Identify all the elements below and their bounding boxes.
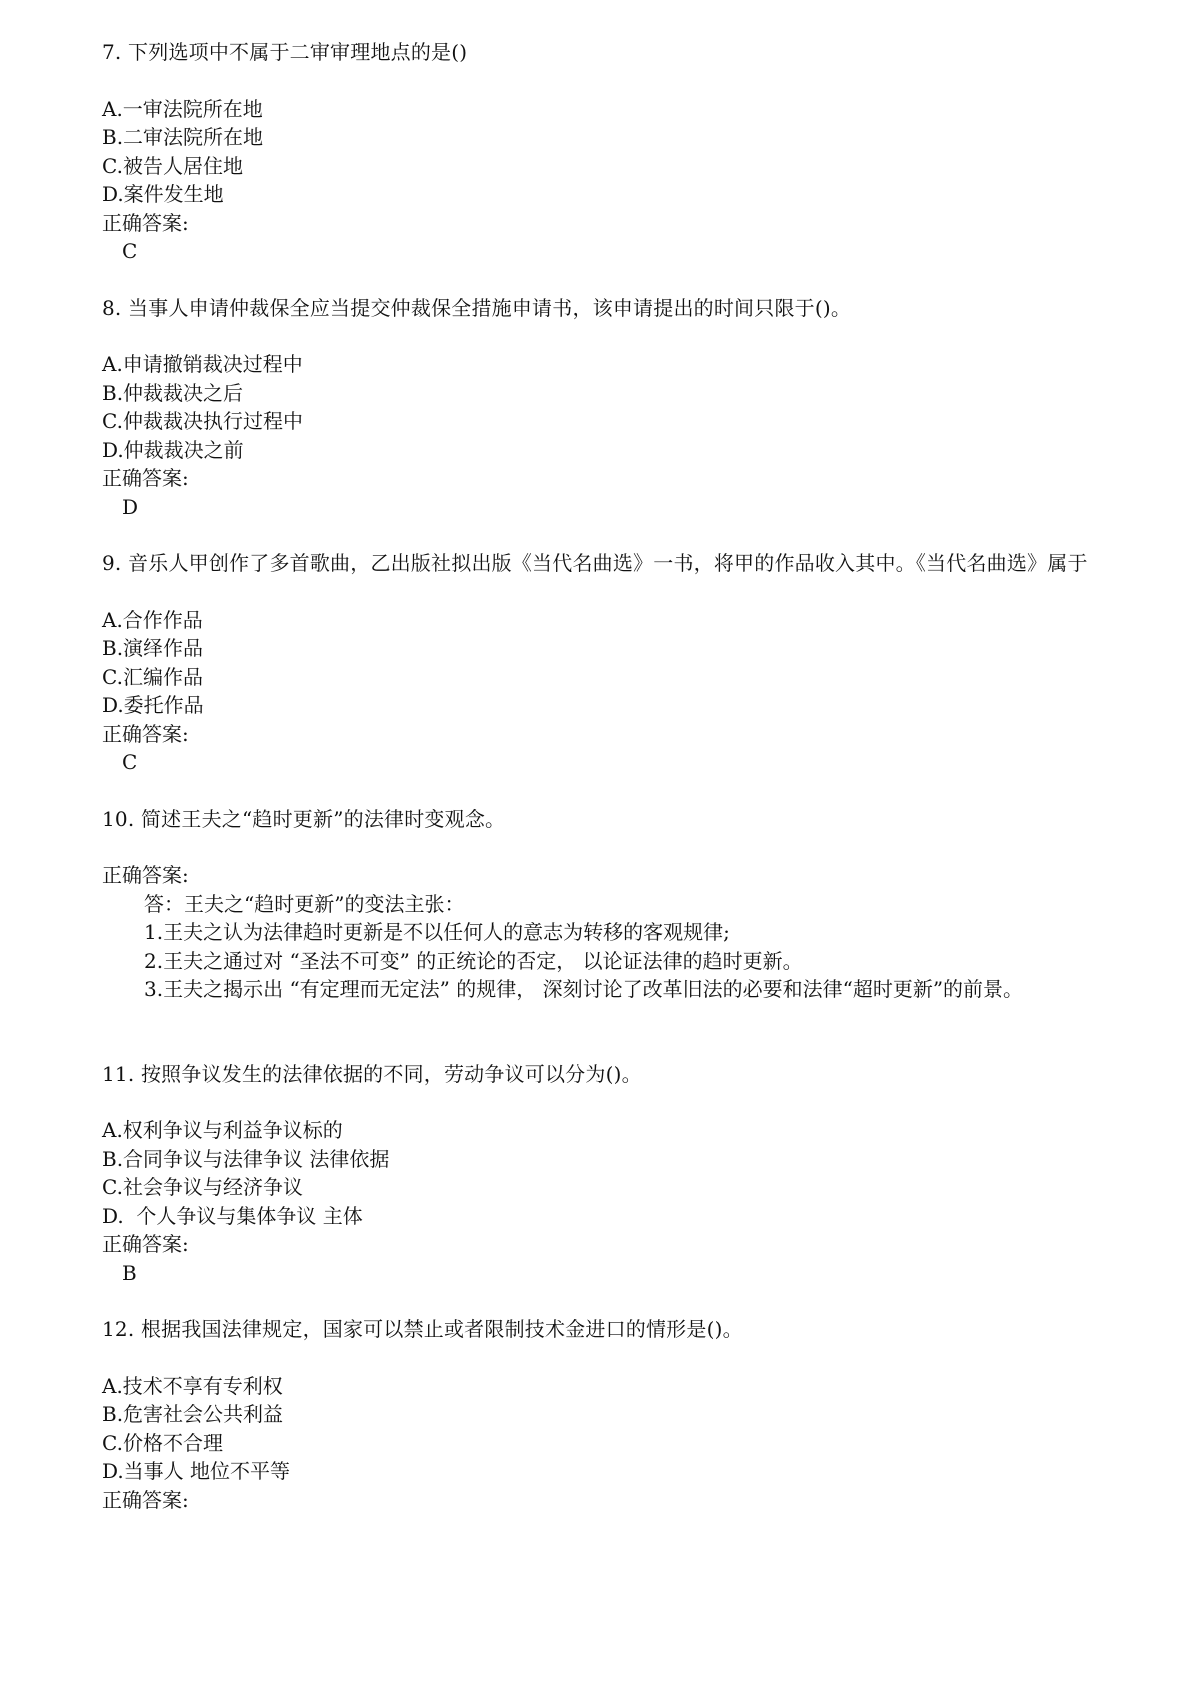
answer-value: D: [122, 494, 139, 519]
option-d: D.仲裁裁决之前: [102, 437, 244, 462]
option-a: A.合作作品: [102, 607, 203, 632]
option-b: B.演绎作品: [102, 636, 204, 660]
option-b: B.二审法院所在地: [102, 125, 264, 149]
option-c: C.汇编作品: [102, 664, 203, 689]
option-c: C.社会争议与经济争议: [102, 1175, 303, 1199]
question-12: [102, 1315, 1092, 1514]
spacer: [102, 1004, 1092, 1060]
option-d: D.案件发生地: [102, 182, 224, 206]
answer-label: 正确答案:: [102, 863, 189, 887]
option-d: D.当事人 地位不平等: [102, 1459, 291, 1483]
option-a: A.权利争议与利益争议标的: [102, 1118, 343, 1142]
question-stem: 10. 简述王夫之“趋时更新”的法律时变观念。: [102, 806, 506, 831]
exam-page: [102, 38, 1092, 1514]
option-c: C.价格不合理: [102, 1430, 223, 1455]
essay-answer-line: 1.王夫之认为法律趋时更新是不以任何人的意志为转移的客观规律;: [144, 920, 730, 944]
answer-label: 正确答案:: [102, 1232, 189, 1256]
question-7: [102, 38, 1092, 266]
answer-value: C: [122, 750, 138, 774]
essay-answer-line: 2.王夫之通过对 “圣法不可变” 的正统论的否定， 以论证法律的趋时更新。: [144, 948, 803, 973]
option-a: A.一审法院所在地: [102, 96, 263, 121]
option-b: B.合同争议与法律争议 法律依据: [102, 1146, 390, 1171]
option-b: B.仲裁裁决之后: [102, 380, 244, 405]
option-a: A.申请撤销裁决过程中: [102, 352, 303, 376]
essay-answer-line: 答：王夫之“趋时更新”的变法主张：: [144, 891, 465, 916]
answer-value: C: [122, 239, 138, 263]
question-stem: 9. 音乐人甲创作了多首歌曲，乙出版社拟出版《当代名曲选》一书，将甲的作品收入其中。《当代名曲选》属于: [102, 551, 1088, 575]
answer-label: 正确答案:: [102, 466, 189, 490]
question-11: [102, 1060, 1092, 1288]
question-10: [102, 805, 1092, 1060]
question-9: [102, 549, 1092, 777]
essay-answer-line: 3.王夫之揭示出 “有定理而无定法” 的规律， 深刻讨论了改革旧法的必要和法律“超时更新”的前景。: [144, 977, 1024, 1001]
question-stem: 7. 下列选项中不属于二审审理地点的是(): [102, 40, 468, 64]
option-d: D.委托作品: [102, 693, 204, 717]
option-c: C.仲裁裁决执行过程中: [102, 409, 303, 433]
option-b: B.危害社会公共利益: [102, 1402, 284, 1426]
question-stem: 11. 按照争议发生的法律依据的不同，劳动争议可以分为()。: [102, 1061, 642, 1086]
answer-label: 正确答案:: [102, 1487, 189, 1512]
answer-label: 正确答案:: [102, 210, 189, 235]
option-c: C.被告人居住地: [102, 153, 243, 178]
option-d: D. 个人争议与集体争议 主体: [102, 1203, 363, 1228]
question-stem: 8. 当事人申请仲裁保全应当提交仲裁保全措施申请书，该申请提出的时间只限于()。: [102, 295, 852, 320]
question-stem: 12. 根据我国法律规定，国家可以禁止或者限制技术金进口的情形是()。: [102, 1317, 743, 1341]
answer-label: 正确答案:: [102, 721, 189, 746]
question-8: [102, 294, 1092, 522]
option-a: A.技术不享有专利权: [102, 1373, 283, 1398]
answer-value: B: [122, 1260, 137, 1285]
